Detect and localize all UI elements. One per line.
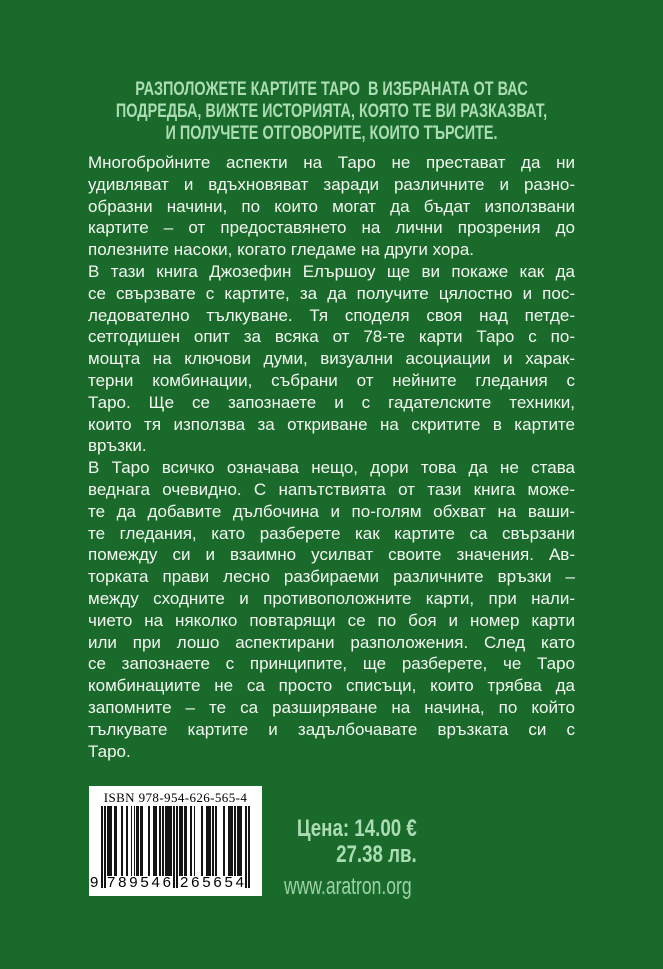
text-line: удивляват и вдъхновяват заради различните и разно- — [88, 174, 575, 194]
text-line: комбинациите не са просто списъци, които трябва да — [88, 676, 575, 696]
barcode-bar — [212, 806, 214, 876]
barcode-bar — [110, 806, 112, 876]
text-line: В тази книга Джозефин Елършоу ще ви покаже как да — [88, 261, 575, 281]
text-line: между сходните и противоположните карти, при нали- — [88, 588, 575, 608]
barcode-digit: 6 — [191, 874, 200, 891]
text-line: те гледания, като разберете как картите са свързани — [88, 523, 575, 543]
barcode-digits — [90, 873, 250, 892]
text-line: полезните насоки, когато гледаме на други хора. — [88, 240, 475, 260]
text-line: веднага очевидно. С напътствията от тази книга може- — [88, 479, 575, 499]
barcode-bar — [156, 806, 158, 876]
barcode-bar — [159, 806, 161, 876]
text-line: тълкувате картите и задълбочавате връзката си с — [88, 719, 575, 739]
text-line: В Таро всичко означава нещо, дори това да не става — [88, 458, 575, 478]
description-text — [88, 152, 575, 762]
barcode-bar — [121, 806, 123, 876]
barcode-bar — [142, 806, 144, 876]
tagline-line: И ПОЛУЧЕТЕ ОТГОВОРИТЕ, КОИТО ТЪРСИТЕ. — [165, 122, 498, 144]
barcode-digits-left — [107, 873, 171, 892]
website-url: www.aratron.org — [284, 873, 412, 900]
barcode-bar — [241, 806, 243, 876]
barcode-digit-outer: 9 — [90, 874, 99, 891]
text-line: чието на няколко повтарящи се по боя и номер карти — [88, 610, 575, 630]
paragraph — [88, 261, 575, 457]
barcode-digits-right — [180, 873, 244, 892]
price-bgn: 27.38 лв. — [336, 841, 417, 868]
text-line: картите – от предоставянето на лични прозрения до — [88, 218, 575, 238]
barcode-bar — [137, 806, 139, 876]
tagline — [0, 79, 663, 144]
barcode-digit: 5 — [202, 874, 211, 891]
barcode-bar — [190, 806, 192, 876]
text-line: Таро. — [88, 741, 131, 761]
barcode-digit: 9 — [129, 874, 138, 891]
barcode-bar — [215, 806, 217, 876]
text-line: ледователно тълкуване. Тя споделя своя над петде- — [88, 305, 575, 325]
barcode-digit: 5 — [224, 874, 233, 891]
paragraph — [88, 457, 575, 762]
barcode-bar — [209, 806, 211, 876]
text-line: мощта на ключови думи, визуални асоциации и харак- — [88, 349, 575, 369]
text-line: торката прави лесно разбираеми различните връзки – — [88, 567, 575, 587]
price-block — [297, 816, 417, 868]
text-line: помежду си и взаимно усилват своите значения. Ав- — [88, 545, 575, 565]
barcode-bar — [234, 806, 236, 876]
barcode-bar — [194, 806, 196, 876]
barcode-bar — [181, 806, 183, 876]
paragraph — [88, 152, 575, 261]
text-line: те да добавите дълбочина и по-голям обхват на ваши- — [88, 501, 575, 521]
barcode-digit: 6 — [213, 874, 222, 891]
text-line: терни комбинации, събрани от нейните гледания с — [88, 370, 575, 390]
text-line: Таро. Ще се запознаете и с гадателските техники, — [88, 392, 575, 412]
price-eur: Цена: 14.00 € — [297, 815, 417, 842]
barcode-bar — [231, 806, 233, 876]
text-line: или при лошо аспектирани разположения. След като — [88, 632, 575, 652]
barcode-digit: 7 — [106, 874, 116, 891]
text-line: Многобройните аспекти на Таро не престават да ни — [88, 153, 575, 172]
text-line: връзки. — [88, 436, 147, 456]
tagline-line: ПОДРЕДБА, ВИЖТЕ ИСТОРИЯТА, КОЯТО ТЕ ВИ РАЗКАЗВАТ, — [115, 100, 548, 122]
barcode-bar — [186, 806, 188, 876]
text-line: се свързвате с картите, за да получите цялостно и пос- — [88, 283, 575, 303]
barcode-digit: 2 — [179, 874, 189, 891]
barcode-digit: 4 — [151, 874, 160, 891]
text-line: сетгодишен опит за всяка от 78-те карти Таро с по- — [88, 327, 575, 347]
text-line: се запознаете с принципите, ще разберете, че Таро — [88, 654, 575, 674]
barcode-bar — [126, 806, 128, 876]
isbn-barcode — [89, 786, 262, 896]
barcode-bar — [201, 806, 203, 876]
barcode-bar — [148, 806, 150, 876]
isbn-label: ISBN 978-954-626-565-4 — [103, 790, 248, 805]
barcode-bar — [131, 806, 133, 876]
barcode-bar — [115, 806, 117, 876]
text-line: които тя използва за откриване на скритите в картите — [88, 414, 575, 434]
text-line: запомните – те са разширяване на начина, по който — [88, 697, 575, 717]
barcode-bar — [170, 806, 172, 876]
barcode-bar — [162, 806, 164, 876]
barcode-bar — [223, 806, 225, 876]
barcode-digit: 5 — [140, 874, 149, 891]
barcode-digit: 6 — [162, 874, 171, 891]
tagline-line: РАЗПОЛОЖЕТЕ КАРТИТЕ ТАРО В ИЗБРАНАТА ОТ ВАС — [135, 79, 528, 100]
barcode-digit: 4 — [235, 874, 245, 891]
text-line: образни начини, по които могат да бъдат използвани — [88, 196, 575, 216]
barcode-digit: 8 — [118, 874, 127, 891]
